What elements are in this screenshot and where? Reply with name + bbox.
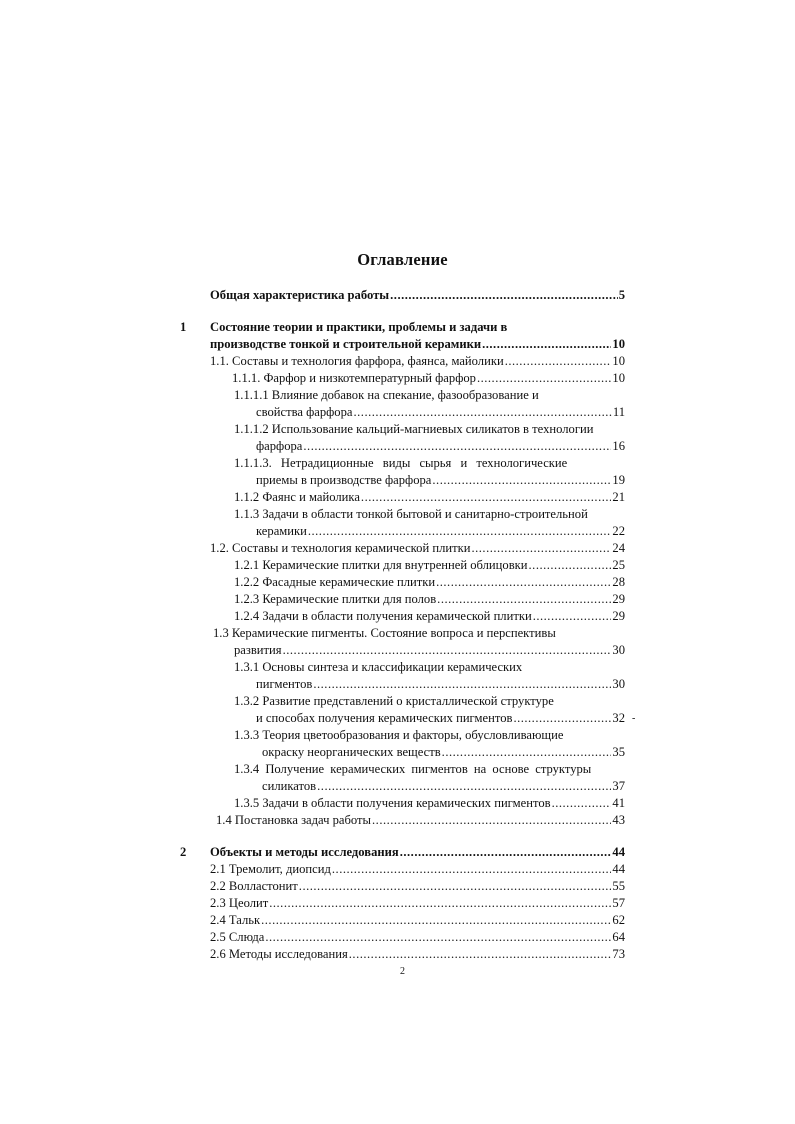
toc-entry-page: 73	[612, 947, 625, 961]
toc-entry-page: 16	[612, 439, 625, 453]
toc-entry[interactable]	[234, 573, 625, 591]
toc-entry-text: 1.1. Составы и технология фарфора, фаянса, майолики	[210, 354, 504, 368]
toc-entry-text: 1.3.2 Развитие представлений о кристаллической структуре	[234, 694, 554, 708]
toc-entry-page: 35	[612, 745, 625, 759]
toc-entry-page: 55	[612, 879, 625, 893]
toc-entry[interactable]	[210, 352, 625, 370]
toc-entry-text: Объекты и методы исследования	[210, 845, 399, 859]
toc-entry-page: 29	[612, 592, 625, 606]
toc-entry-text: приемы в производстве фарфора	[256, 473, 432, 487]
toc-entry-page: 43	[612, 813, 625, 827]
toc-entry-text: 1.1.1.1 Влияние добавок на спекание, фазообразование и	[234, 388, 539, 402]
toc-entry-text: окраску неорганических веществ	[262, 745, 441, 759]
toc-entry[interactable]	[210, 843, 625, 861]
toc-entry-text: 2.2 Волластонит	[210, 879, 298, 893]
toc-entry[interactable]	[210, 877, 625, 895]
toc-entry-text: 1.2.4 Задачи в области получения керамической плитки	[234, 609, 532, 623]
toc-entry-page: 11	[612, 405, 625, 419]
toc-entry-text: 1.2.3 Керамические плитки для полов	[234, 592, 437, 606]
toc-entry-page: 62	[612, 913, 625, 927]
toc-entry[interactable]	[262, 777, 625, 795]
toc-entry[interactable]	[256, 709, 625, 727]
chapter-number: 1	[180, 320, 187, 334]
toc-entry-text: 1.3 Керамические пигменты. Состояние вопроса и перспективы	[213, 626, 556, 640]
toc-entry[interactable]	[210, 335, 625, 353]
toc-entry-page: 28	[612, 575, 625, 589]
toc-entry-text: 1.3.3 Теория цветообразования и факторы, обусловливающие	[234, 728, 564, 742]
toc-entry-page: 29	[612, 609, 625, 623]
toc-entry-text: 1.1.2 Фаянс и майолика	[234, 490, 360, 504]
toc-entry[interactable]	[234, 488, 625, 506]
toc-entry-text: 1.3.4 Получение керамических пигментов на основе структуры	[234, 762, 592, 776]
toc-entry-text: Общая характеристика работы	[210, 288, 390, 302]
toc-entry-text: 1.3.5 Задачи в области получения керамических пигментов	[234, 796, 551, 810]
toc-entry-text: Состояние теории и практики, проблемы и задачи в	[210, 320, 508, 334]
toc-entry-page: 30	[612, 677, 625, 691]
toc-entry-page: 37	[612, 779, 625, 793]
toc-entry-page: 25	[612, 558, 625, 572]
toc-entry-text: свойства фарфора	[256, 405, 353, 419]
toc-entry[interactable]	[210, 911, 625, 929]
toc-entry-text: 1.3.1 Основы синтеза и классификации керамических	[234, 660, 523, 674]
toc-entry-text: 2.4 Тальк	[210, 913, 261, 927]
toc-entry[interactable]	[234, 590, 625, 608]
toc-entry-text: 1.1.1. Фарфор и низкотемпературный фарфор	[232, 371, 476, 385]
toc-entry[interactable]	[232, 369, 625, 387]
toc-entry[interactable]	[234, 641, 625, 659]
toc-entry[interactable]	[262, 743, 625, 761]
toc-entry[interactable]	[234, 556, 625, 574]
stray-mark: -	[632, 713, 636, 724]
toc-entry[interactable]	[210, 945, 625, 963]
toc-entry-text: и способах получения керамических пигментов	[256, 711, 513, 725]
toc-entry-text: 2.6 Методы исследования	[210, 947, 348, 961]
toc-entry[interactable]	[234, 607, 625, 625]
toc-entry-text: силикатов	[262, 779, 317, 793]
toc-entry[interactable]	[256, 471, 625, 489]
toc-entry-page: 30	[612, 643, 625, 657]
chapter-number: 2	[180, 845, 187, 859]
toc-entry[interactable]	[210, 539, 625, 557]
toc-entry[interactable]	[210, 860, 625, 878]
toc-entry-page: 24	[612, 541, 625, 555]
toc-entry-page: 44	[612, 862, 625, 876]
toc-entry-page: 64	[612, 930, 625, 944]
toc-entry[interactable]	[234, 794, 625, 812]
toc-entry-page: 22	[612, 524, 625, 538]
toc-entry-text: 1.1.3 Задачи в области тонкой бытовой и санитарно-строительной	[234, 507, 588, 521]
toc-entry-text: 1.1.1.2 Использование кальций-магниевых силикатов в технологии	[234, 422, 594, 436]
toc-entry-text: керамики	[256, 524, 307, 538]
toc-entry-page: 44	[612, 845, 625, 859]
page-number: 2	[400, 966, 405, 977]
toc-entry-text: развития	[234, 643, 282, 657]
toc-entry-text: пигментов	[256, 677, 313, 691]
toc-entry-text: 1.2.1 Керамические плитки для внутренней облицовки	[234, 558, 528, 572]
toc-entry-text: производстве тонкой и строительной керамики	[210, 337, 482, 351]
toc-entry-text: 2.5 Слюда	[210, 930, 265, 944]
toc-entry[interactable]	[256, 675, 625, 693]
toc-entry-page: 19	[612, 473, 625, 487]
toc-entry-page: 32	[612, 711, 625, 725]
toc-entry-text: фарфора	[256, 439, 303, 453]
toc-entry-text: 1.2. Составы и технология керамической плитки	[210, 541, 471, 555]
toc-entry[interactable]	[210, 894, 625, 912]
toc-entry-page: 5	[618, 288, 625, 302]
toc-entry-text: 1.4 Постановка задач работы	[216, 813, 372, 827]
toc-entry-page: 10	[612, 354, 625, 368]
toc-entry-text: 1.2.2 Фасадные керамические плитки	[234, 575, 436, 589]
toc-entry[interactable]	[256, 437, 625, 455]
toc-entry-page: 10	[612, 337, 625, 351]
toc-entry-text: 1.1.1.3. Нетрадиционные виды сырья и технологические	[234, 456, 568, 470]
toc-entry[interactable]	[256, 522, 625, 540]
toc-entry[interactable]	[210, 928, 625, 946]
page-title: Оглавление	[357, 250, 448, 269]
toc-entry[interactable]	[216, 811, 625, 829]
toc-entry[interactable]	[256, 403, 625, 421]
toc-entry-page: 21	[612, 490, 625, 504]
toc-entry[interactable]	[210, 286, 625, 304]
toc-entry-text: 2.3 Цеолит	[210, 896, 269, 910]
toc-entry-page: 41	[612, 796, 625, 810]
toc-entry-page: 10	[612, 371, 625, 385]
toc-entry-page: 57	[612, 896, 625, 910]
toc-entry-text: 2.1 Тремолит, диопсид	[210, 862, 331, 876]
